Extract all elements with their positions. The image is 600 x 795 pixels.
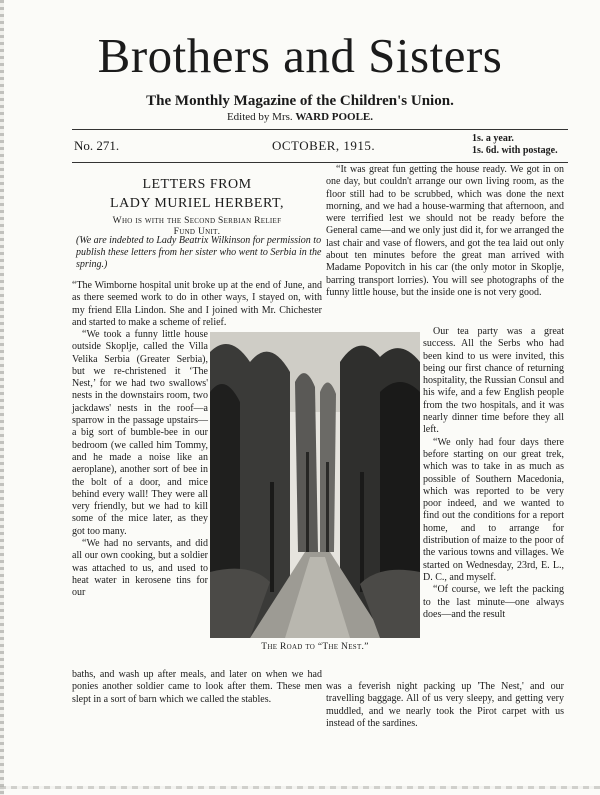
editorial-note: (We are indebted to Lady Beatrix Wilkinson for permission to publish these letters from her sister who went to Serbia in the spring.): [76, 235, 322, 270]
article-title-line-2: LADY MURIEL HERBERT,: [110, 196, 284, 211]
issue-number: No. 271.: [74, 138, 120, 153]
right-column-intro: “It was great fun getting the house ready. We got in on one day, but couldn't arrange our own living room, as the floor still had to be scrubbed, which was done the next morning, and we had a house-warming that afternoon, and were terrified lest we should not be ready before the General came—and we only just did it, for we arranged the last chair and vase of flowers, and got the tea laid out only about ten minutes before the great man arrived with Madame Popovitch in his car (the only motor in Skoplje, barring transport lorries). You will see photographs of the funny little house, but the inside one is not very good.: [326, 164, 564, 298]
byline-line-2: Fund Unit.: [173, 227, 221, 237]
editor-name: WARD POOLE.: [295, 111, 374, 123]
road-photograph: [210, 332, 420, 638]
right-paragraph-tea-party: Our tea party was a great success. All the Serbs who had been kind to us were invited, this being our first chance of returning hospitality, the Russian Consul and his wife, and a few English people from the two hospitals, and it was nearly dinner time before they all left.: [423, 326, 564, 436]
left-column-narrow: [72, 329, 208, 600]
price-line-2: 1s. 6d. with postage.: [472, 145, 558, 156]
road-photo-image: [210, 332, 420, 638]
editor-credit: [0, 111, 600, 124]
left-paragraph-servants: “We had no servants, and did all our own cooking, but a soldier was attached to us, and used to heat water in kerosene tins for our: [72, 538, 208, 599]
editor-prefix: Edited by Mrs.: [226, 111, 293, 123]
masthead-subtitle: The Monthly Magazine of the Children's Union.: [146, 93, 454, 109]
right-column-narrow: [423, 326, 564, 621]
price-line-1: 1s. a year.: [472, 133, 514, 144]
article-title: [72, 175, 322, 213]
masthead-title: Brothers and Sisters: [97, 28, 503, 83]
right-paragraph-packing: “Of course, we left the packing to the last minute—one always does—and the result: [423, 584, 564, 620]
right-column-bottom: was a feverish night packing up 'The Nest,' and our travelling baggage. All of us very sleepy, and getting very muddled, and we nearly took the Pirot carpet with us instead of the sardines.: [326, 681, 564, 729]
issue-info-bar: [72, 129, 568, 163]
byline-line-1: Who is with the Second Serbian Relief: [112, 216, 282, 226]
left-column-bottom: baths, and wash up after meals, and later on when we had ponies another soldier came to look after them. These men slept in a sort of barn which we called the stables.: [72, 669, 322, 705]
photo-caption: The Road to “The Nest.”: [261, 642, 369, 652]
right-paragraph-trek: “We only had four days there before starting on our great trek, which was to take in as much as possible of Southern Macedonia, which was reported to be very poor indeed, and we wanted to find out the conditions for a report home, and to arrange for distribution of maize to the poor of the various towns and villages. We started on Wednesday, 23rd, E. L., D. C., and myself.: [423, 436, 564, 583]
page-edge-bottom: [0, 786, 600, 789]
left-paragraph-nest: “We took a funny little house outside Skoplje, called the Villa Velika Serbia (Greater Serbia), but we re-christened it ‘The Nest,’ for we had two swallows' nests in the downstairs room, two jackdaws' nests in the roof—a sparrow in the passage upstairs—a big sort of bumble-bee in our bedroom (we called him Tommy, and he made a noise like an aeroplane), another sort of bee in the bolt of a door, and mice behind every wall! They were all very friendly, but we had to kill some of the mice later, as they got too many.: [72, 329, 208, 537]
article-title-line-1: LETTERS FROM: [142, 177, 252, 192]
issue-date: OCTOBER, 1915.: [272, 138, 376, 153]
left-column-intro: “The Wimborne hospital unit broke up at the end of June, and as there seemed work to do in other ways, I stayed on, with my friend Ella Lindon. She and I joined with Mr. Chichester and started to make a scheme of relief.: [72, 280, 322, 328]
subscription-price: [472, 133, 558, 157]
